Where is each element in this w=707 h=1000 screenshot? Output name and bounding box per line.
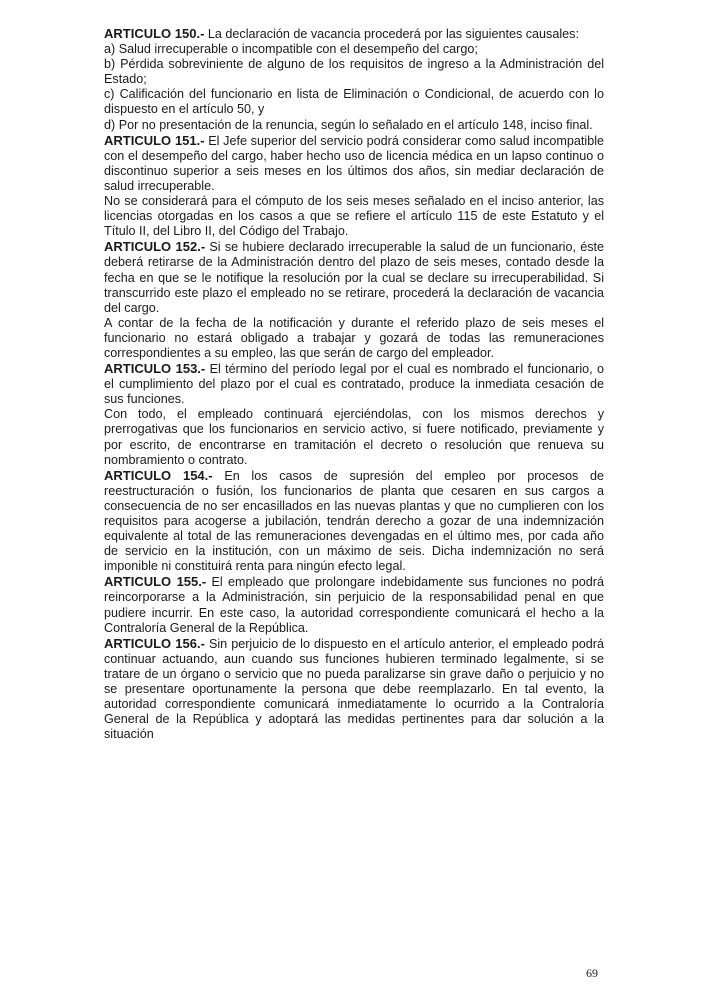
article-text: b) Pérdida sobreviniente de alguno de los requisitos de ingreso a la Administración del Estado; bbox=[104, 57, 604, 87]
article-subparagraph bbox=[104, 407, 604, 467]
article-title: ARTICULO 152.- bbox=[104, 239, 206, 255]
article-subparagraph bbox=[104, 57, 604, 87]
article-paragraph bbox=[104, 239, 604, 315]
article-text: A contar de la fecha de la notificación y durante el referido plazo de seis meses el funcionario no estará obligado a trabajar y gozará de todas las remuneraciones correspondientes a su empleo, las que serán de cargo del empleador. bbox=[104, 315, 604, 360]
article-text: El empleado que prolongare indebidamente sus funciones no podrá reincorporarse a la Administración, sin perjuicio de la responsabilidad penal en que pudiere incurrir. En este caso, la autoridad correspondiente comunicará el hecho a la Contraloría General de la República. bbox=[104, 575, 605, 635]
article-title: ARTICULO 153.- bbox=[104, 361, 206, 377]
article-text: La declaración de vacancia procederá por las siguientes causales: bbox=[207, 27, 579, 41]
article-subparagraph bbox=[104, 316, 604, 361]
article-text: a) Salud irrecuperable o incompatible con el desempeño del cargo; bbox=[104, 42, 478, 57]
article-text: Si se hubiere declarado irrecuperable la salud de un funcionario, éste deberá retirarse de la Administración dentro del plazo de seis meses, contado desde la fecha en que se le notifique la resolución por la cual se declare su irrecuperabilidad. Si transcurrido este plazo el empleado no se retirare, procederá la declaración de vacancia del cargo. bbox=[104, 240, 605, 315]
article-subparagraph bbox=[104, 118, 604, 133]
article-paragraph bbox=[104, 133, 604, 194]
article-text: En los casos de supresión del empleo por procesos de reestructuración o fusión, los funcionarios de planta que cesaren en sus cargos a consecuencia de no ser encasillados en las nuevas plantas y que no cumplieren con los requisitos para acogerse a jubilación, tendrán derecho a gozar de una indemnización equivalente al total de las remuneraciones devengadas en el último mes, por cada año de servicio en la institución, con un máximo de seis. Dicha indemnización no será imponible ni constituirá renta para ningún efecto legal. bbox=[104, 468, 605, 574]
page-number: 69 bbox=[586, 966, 598, 980]
article-paragraph bbox=[104, 636, 604, 743]
article-title: ARTICULO 150.- bbox=[104, 26, 205, 41]
article-text: El término del período legal por el cual es nombrado el funcionario, o el cumplimiento del plazo por el cual es contratado, produce la inmediata cesación de sus funciones. bbox=[104, 362, 605, 407]
article-title: ARTICULO 154.- bbox=[104, 467, 213, 483]
article-title: ARTICULO 155.- bbox=[104, 574, 207, 590]
article-text: c) Calificación del funcionario en lista de Eliminación o Condicional, de acuerdo con lo dispuesto en el artículo 50, y bbox=[104, 87, 604, 117]
article-paragraph bbox=[104, 468, 604, 575]
article-paragraph bbox=[104, 574, 604, 635]
article-paragraph bbox=[104, 361, 604, 407]
article-text: El Jefe superior del servicio podrá considerar como salud incompatible con el desempeño del cargo, haber hecho uso de licencia médica en un lapso continuo o discontinuo superior a seis meses en los últimos dos años, sin mediar declaración de salud irrecuperable. bbox=[104, 133, 605, 193]
article-subparagraph bbox=[104, 194, 604, 239]
article-text: Con todo, el empleado continuará ejerciéndolas, con los mismos derechos y prerrogativas que los funcionarios en servicio activo, si fuere notificado, previamente y por escrito, de encontrarse en tramitación el decreto o resolución que renueva su nombramiento o contrato. bbox=[104, 407, 604, 467]
article-text: No se considerará para el cómputo de los seis meses señalado en el inciso anterior, las licencias otorgadas en los casos a que se refiere el artículo 115 de este Estatuto y el Título II, del Libro II, del Código del Trabajo. bbox=[104, 194, 604, 239]
article-subparagraph bbox=[104, 42, 604, 57]
article-title: ARTICULO 151.- bbox=[104, 132, 205, 148]
article-paragraph bbox=[104, 26, 604, 42]
document-body bbox=[104, 26, 604, 742]
article-subparagraph bbox=[104, 87, 604, 117]
article-text: d) Por no presentación de la renuncia, según lo señalado en el artículo 148, inciso final. bbox=[104, 117, 593, 132]
article-text: Sin perjuicio de lo dispuesto en el artículo anterior, el empleado podrá continuar actuando, aun cuando sus funciones hubieren terminado legalmente, si se tratare de un órgano o servicio que no pueda paralizarse sin grave daño o perjuicio y no se presentare oportunamente la persona que debe reemplazarlo. En tal evento, la autoridad correspondiente comunicará inmediatamente lo ocurrido a la Contraloría General de la República y adoptará las medidas pertinentes para dar solución a la situación bbox=[104, 636, 605, 742]
article-title: ARTICULO 156.- bbox=[104, 635, 205, 651]
